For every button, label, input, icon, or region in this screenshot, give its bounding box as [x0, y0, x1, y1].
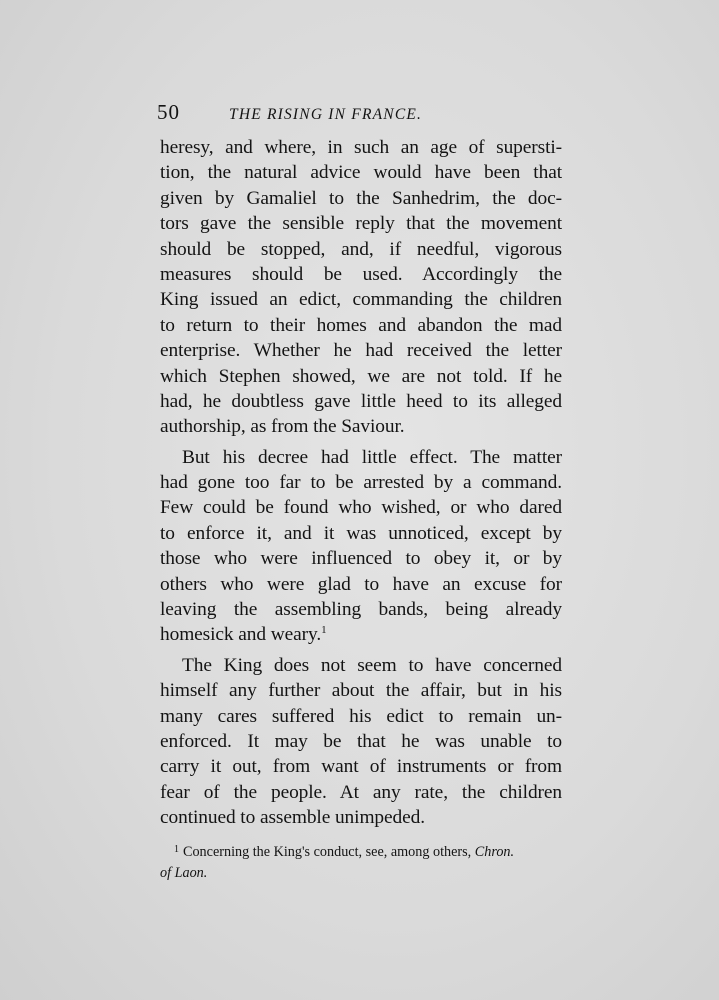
text-line: many cares suffered his edict to remain un-	[160, 705, 562, 727]
paragraph-1	[160, 135, 562, 440]
text-line	[160, 622, 562, 647]
text-line: continued to assemble unimpeded.	[160, 807, 425, 829]
text-line: others who were glad to have an excuse for	[160, 573, 562, 595]
text-line: which Stephen showed, we are not told. If he	[160, 365, 562, 387]
text-line: himself any further about the affair, but in his	[160, 680, 562, 702]
text-line: heresy, and where, in such an age of supersti-	[160, 137, 562, 158]
text-line: to enforce it, and it was unnoticed, except by	[160, 522, 562, 544]
text-line: had, he doubtless gave little heed to its alleged	[160, 390, 562, 412]
text-line: tors gave the sensible reply that the movement	[160, 213, 562, 235]
footnote-reference[interactable]: 1	[321, 624, 327, 637]
text-line: given by Gamaliel to the Sanhedrim, the doc-	[160, 187, 562, 209]
text-line: King issued an edict, commanding the children	[160, 289, 562, 311]
page	[157, 100, 562, 884]
text-line: authorship, as from the Saviour.	[160, 416, 405, 438]
text-line: those who were influenced to obey it, or by	[160, 548, 562, 570]
footnote	[157, 839, 562, 884]
text-line: But his decree had little effect. The matter	[182, 446, 562, 468]
paragraph-2	[160, 445, 562, 648]
text-line-content: homesick and weary.	[160, 624, 322, 646]
text-line: to return to their homes and abandon the mad	[160, 314, 562, 336]
paragraph-3	[160, 653, 562, 831]
text-line: had gone too far to be arrested by a command.	[160, 472, 562, 494]
text-line: should be stopped, and, if needful, vigorous	[160, 238, 562, 260]
footnote-source: Chron.	[474, 843, 515, 860]
text-line: fear of the people. At any rate, the children	[160, 781, 562, 803]
page-number: 50	[157, 100, 180, 124]
text-line: enforced. It may be that he was unable to	[160, 730, 562, 752]
footnote-source-continued: of Laon.	[160, 864, 208, 881]
footnote-line	[160, 839, 562, 863]
text-line: Few could be found who wished, or who dared	[160, 497, 562, 519]
text-line: carry it out, from want of instruments or from	[160, 756, 562, 778]
footnote-text: Concerning the King's conduct, see, among others,	[183, 843, 472, 860]
text-line: leaving the assembling bands, being already	[160, 599, 562, 621]
page-header	[157, 100, 562, 132]
footnote-marker: 1	[174, 843, 179, 855]
text-line: The King does not seem to have concerned	[182, 654, 562, 676]
body-text	[157, 135, 562, 831]
text-line: enterprise. Whether he had received the letter	[160, 340, 562, 362]
running-title: THE RISING IN FRANCE.	[229, 106, 423, 123]
text-line: tion, the natural advice would have been that	[160, 162, 562, 184]
text-line: measures should be used. Accordingly the	[160, 263, 562, 285]
